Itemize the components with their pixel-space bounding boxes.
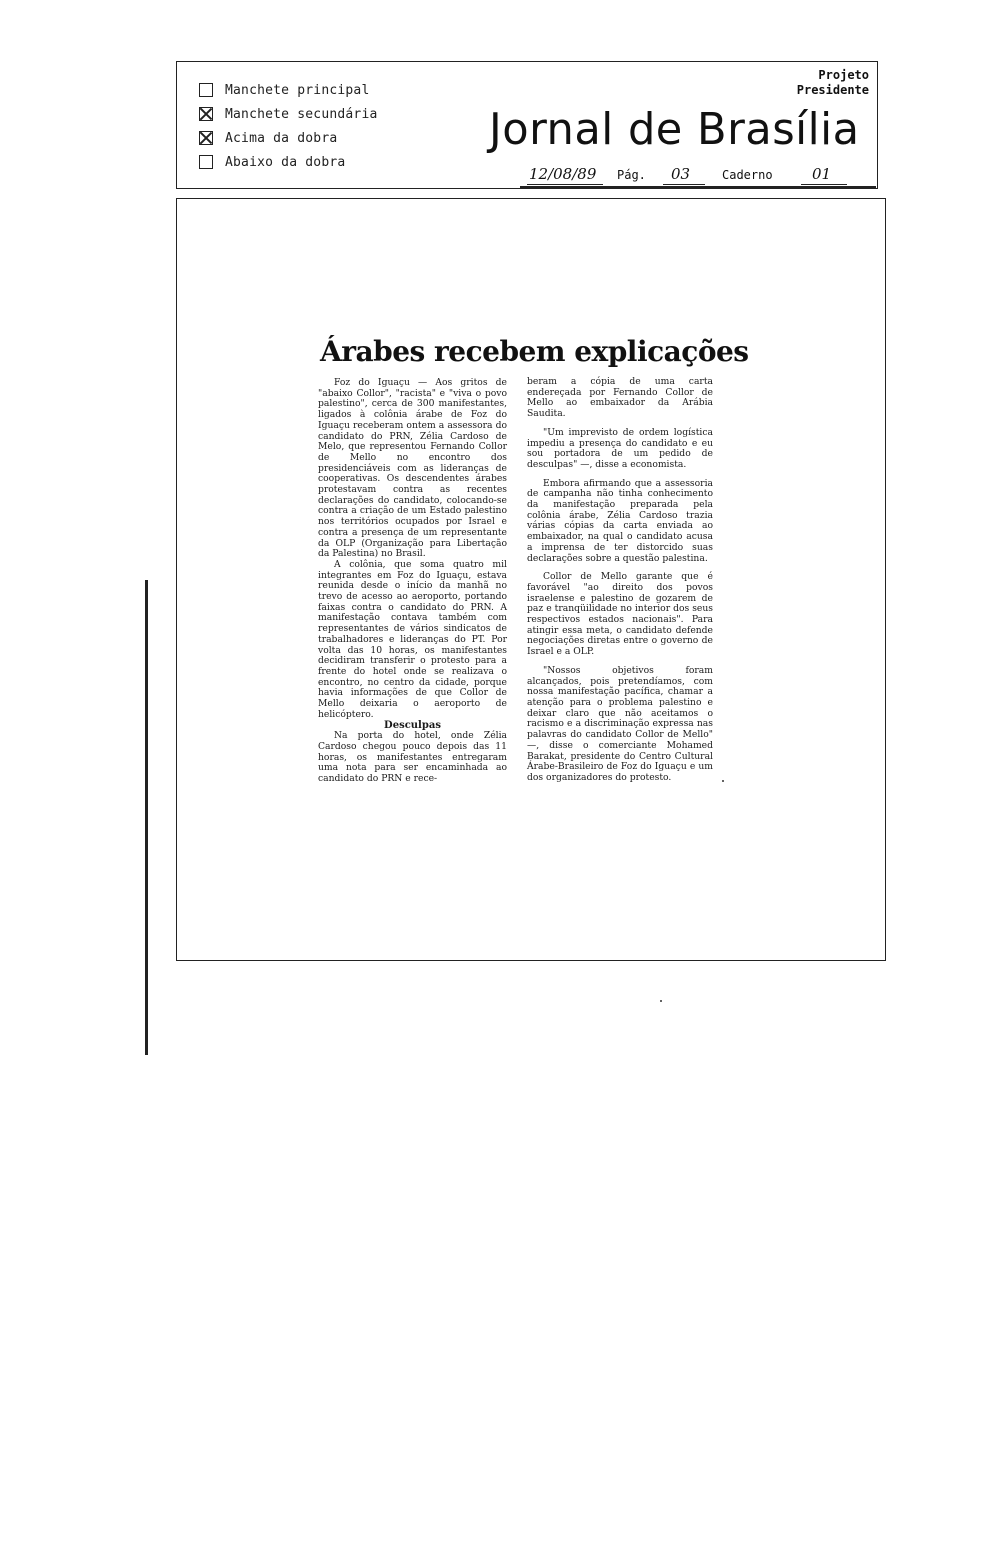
newspaper-title: Jornal de Brasília bbox=[489, 104, 860, 155]
checkbox-checked-icon bbox=[199, 131, 213, 145]
checkbox-checked-icon bbox=[199, 107, 213, 121]
article-column-2 bbox=[527, 377, 713, 784]
project-line-2: Presidente bbox=[796, 83, 869, 97]
clipping-header bbox=[176, 61, 878, 189]
section-underline bbox=[801, 184, 847, 185]
scan-speck bbox=[660, 1000, 662, 1002]
article-paragraph: beram a cópia de uma carta endereçada por Fernando Collor de Mello ao embaixador da Arábia Saudita. bbox=[527, 376, 713, 420]
article-paragraph: Embora afirmando que a assessoria de campanha não tinha conhecimento da manifestação preparada pela colônia árabe, Zélia Cardoso trazia várias cópias da carta enviada ao embaixador, na qual o candidato acusa a imprensa de ter distorcido suas declarações sobre a questão palestina. bbox=[527, 477, 713, 564]
page-margin-rule bbox=[145, 580, 148, 1055]
checklist-label: Manchete secundária bbox=[225, 106, 378, 122]
placement-checklist bbox=[199, 78, 378, 174]
article-column-1 bbox=[318, 378, 507, 785]
checklist-label: Acima da dobra bbox=[225, 130, 338, 146]
article-paragraph: Collor de Mello garante que é favorável "ao direito dos povos israelense e palestino de gozarem de paz e tranqüilidade no interior dos seus respectivos estados nacionais". Para atingir essa meta, o candidato defende negociações diretas entre o governo de Israel e a OLP. bbox=[527, 571, 713, 658]
article-paragraph: "Um imprevisto de ordem logística impediu a presença do candidato e eu sou portadora de um pedido de desculpas" —, disse a economista. bbox=[527, 426, 713, 470]
project-line-1: Projeto bbox=[818, 68, 869, 82]
page-value: 03 bbox=[671, 165, 691, 183]
page-underline bbox=[663, 184, 705, 185]
article-paragraph: Foz do Iguaçu — Aos gritos de "abaixo Collor", "racista" e "viva o povo palestino", cerca de 300 manifestantes, ligados à colônia árabe de Foz do Iguaçu receberam ontem a assessora do candidato do PRN, Zélia Cardoso de Melo, que representou Fernando Collor de Mello no encontro dos presidenciáveis com as lideranças de cooperativas. Os descendentes árabes protestavam contra as recentes declarações do candidato, colocando-se contra a criação de um Estado palestino nos territórios ocupados por Israel e contra a presença de um representante da OLP (Organização para Libertação da Palestina) no Brasil. bbox=[318, 377, 507, 560]
article-paragraph: A colônia, que soma quatro mil integrantes em Foz do Iguaçu, estava reunida desde o início da manhã no trevo de acesso ao aeroporto, portando faixas contra o candidato do PRN. A manifestação contava também com representantes de vários sindicatos de trabalhadores e lideranças do PT. Por volta das 10 horas, os manifestantes decidiram transferir o protesto para a frente do hotel onde se realizava o encontro, no centro da cidade, porque havia informações de que Collor de Mello deixaria o aeroporto de helicóptero. bbox=[318, 558, 507, 720]
project-label bbox=[797, 68, 869, 98]
header-rule bbox=[520, 186, 876, 188]
checklist-label: Manchete principal bbox=[225, 82, 370, 98]
checklist-item-manchete-principal bbox=[199, 78, 378, 102]
section-value: 01 bbox=[812, 165, 832, 183]
article-headline: Árabes recebem explicações bbox=[320, 335, 749, 368]
page-label: Pág. bbox=[617, 168, 646, 182]
checklist-item-manchete-secundaria bbox=[199, 102, 378, 126]
section-label: Caderno bbox=[722, 168, 773, 182]
date-underline bbox=[527, 184, 603, 185]
date-value: 12/08/89 bbox=[529, 165, 597, 183]
article-subhead: Desculpas bbox=[384, 719, 441, 731]
scan-speck bbox=[722, 780, 724, 782]
checklist-item-abaixo-da-dobra bbox=[199, 150, 378, 174]
checklist-item-acima-da-dobra bbox=[199, 126, 378, 150]
checkbox-empty-icon bbox=[199, 83, 213, 97]
article-paragraph: Na porta do hotel, onde Zélia Cardoso chegou pouco depois das 11 horas, os manifestantes entregaram uma nota para ser encaminhada ao candidato do PRN e rece- bbox=[318, 730, 507, 785]
article-paragraph: "Nossos objetivos foram alcançados, pois pretendíamos, com nossa manifestação pacífica, chamar a atenção para o problema palestino e deixar claro que não aceitamos o racismo e a discriminação expressa nas palavras do candidato Collor de Mello" —, disse o comerciante Mohamed Barakat, presidente do Centro Cultural Árabe-Brasileiro de Foz do Iguaçu e um dos organizadores do protesto. bbox=[527, 664, 713, 783]
checkbox-empty-icon bbox=[199, 155, 213, 169]
checklist-label: Abaixo da dobra bbox=[225, 154, 346, 170]
